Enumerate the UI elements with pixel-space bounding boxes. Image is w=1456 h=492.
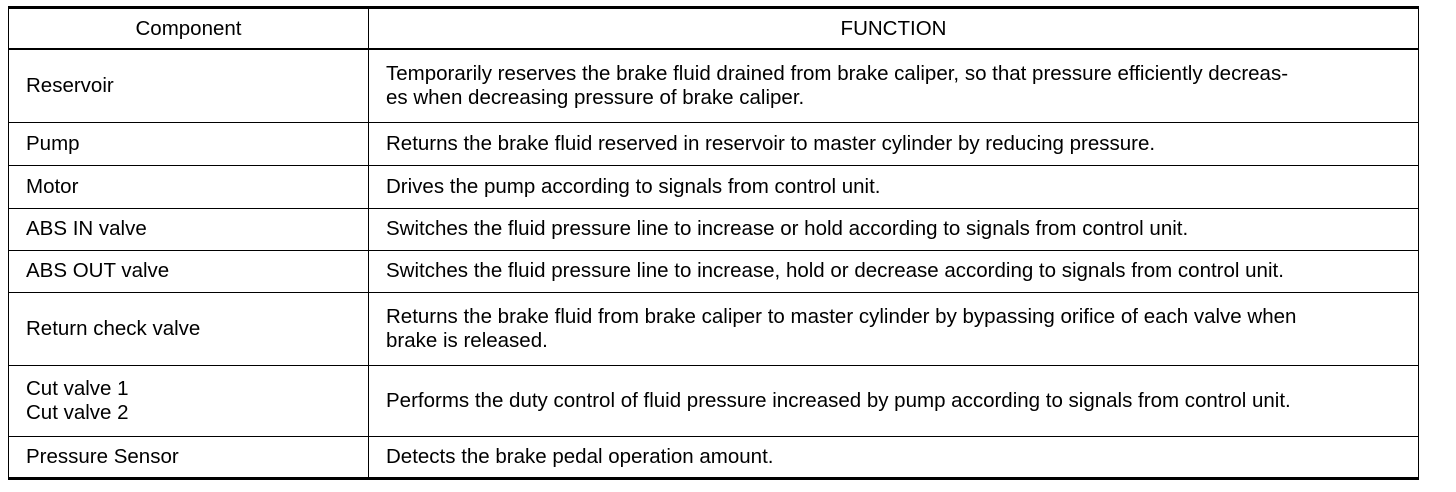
component-cell: Pump [9,122,369,165]
function-cell: Switches the fluid pressure line to increase or hold according to signals from control unit. [369,208,1419,250]
component-function-table [8,6,1419,480]
function-cell: Performs the duty control of fluid pressure increased by pump according to signals from control unit. [369,365,1419,436]
table-row [9,292,1419,365]
component-cell: Motor [9,165,369,208]
component-cell: Return check valve [9,292,369,365]
table-row [9,365,1419,436]
header-component: Component [9,8,369,50]
component-cell: ABS IN valve [9,208,369,250]
function-cell: Returns the brake fluid from brake caliper to master cylinder by bypassing orifice of each valve when brake is released. [369,292,1419,365]
component-cell: Pressure Sensor [9,436,369,478]
table-row [9,49,1419,122]
function-cell: Temporarily reserves the brake fluid drained from brake caliper, so that pressure efficiently decreas- es when decreasing pressure of brake caliper. [369,49,1419,122]
function-cell: Returns the brake fluid reserved in reservoir to master cylinder by reducing pressure. [369,122,1419,165]
function-cell: Drives the pump according to signals from control unit. [369,165,1419,208]
header-row [9,8,1419,50]
function-cell: Switches the fluid pressure line to increase, hold or decrease according to signals from control unit. [369,250,1419,292]
component-cell: Cut valve 1 Cut valve 2 [9,365,369,436]
component-cell: ABS OUT valve [9,250,369,292]
table-row [9,208,1419,250]
function-cell: Detects the brake pedal operation amount. [369,436,1419,478]
table-row [9,122,1419,165]
table-row [9,250,1419,292]
component-cell: Reservoir [9,49,369,122]
header-function: FUNCTION [369,8,1419,50]
table-row [9,436,1419,478]
table-row [9,165,1419,208]
